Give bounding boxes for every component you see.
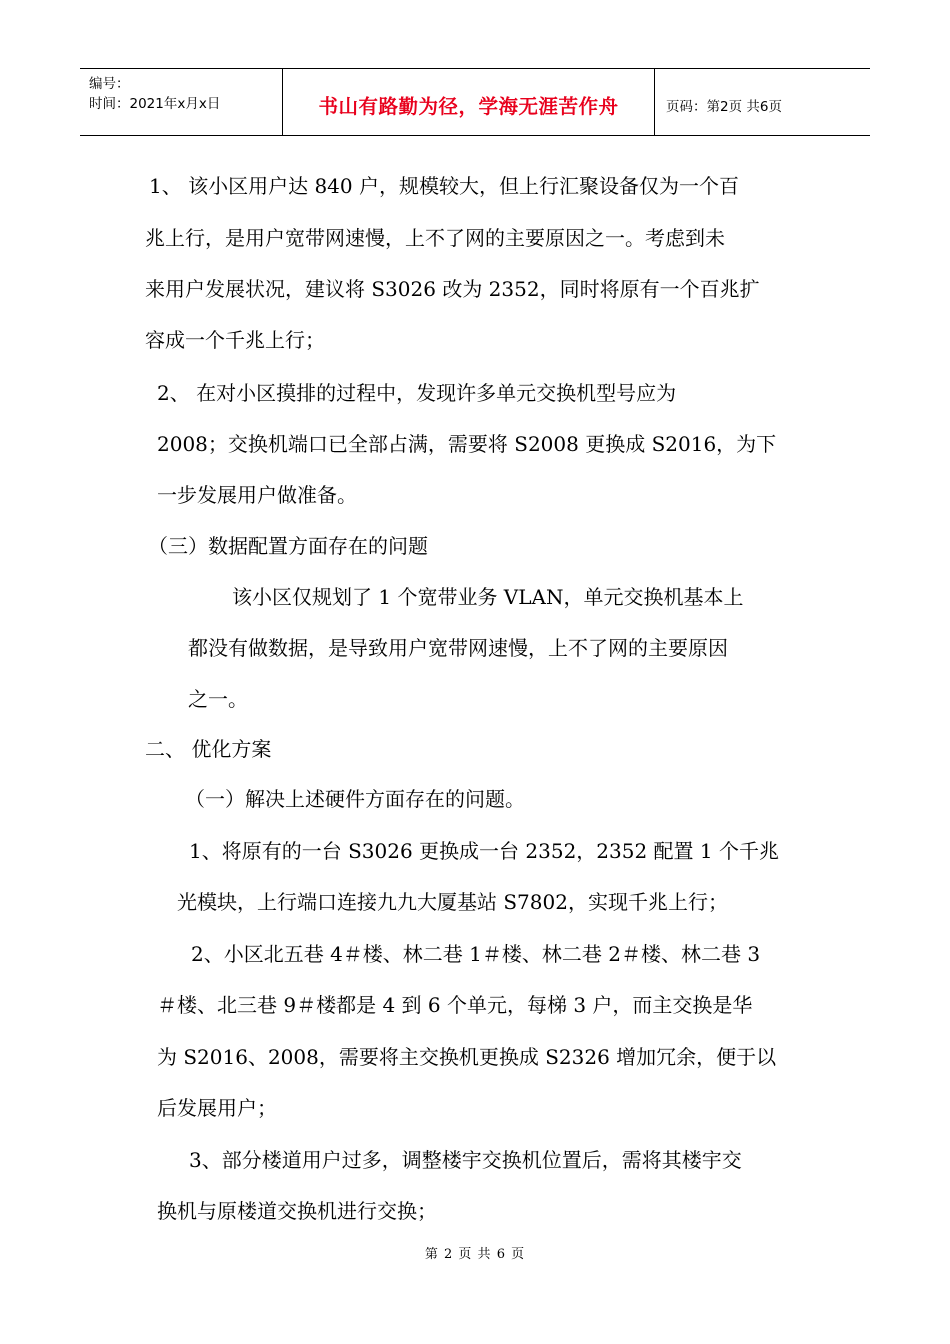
header-page-info: 页码：第2页 共6页 (666, 99, 782, 115)
section-heading: 二、 优化方案 (145, 737, 272, 761)
body-line: 后发展用户； (157, 1096, 277, 1120)
body-line: 为 S2016、2008，需要将主交换机更换成 S2326 增加冗余，便于以 (157, 1045, 777, 1069)
body-line: 2、小区北五巷 4＃楼、林二巷 1＃楼、林二巷 2＃楼、林二巷 3 (191, 942, 761, 966)
body-line: 2、 在对小区摸排的过程中，发现许多单元交换机型号应为 (157, 381, 677, 405)
body-line: ＃楼、北三巷 9＃楼都是 4 到 6 个单元，每梯 3 户，而主交换是华 (157, 993, 753, 1017)
body-line: 换机与原楼道交换机进行交换； (157, 1199, 437, 1223)
section-heading: （三）数据配置方面存在的问题 (148, 534, 428, 558)
page-footer: 第 2 页 共 6 页 (424, 1247, 526, 1262)
body-line: 来用户发展状况，建议将 S3026 改为 2352，同时将原有一个百兆扩 (145, 277, 760, 301)
time-label: 时间：2021年x月x日 (89, 96, 221, 112)
body-line: 光模块，上行端口连接九九大厦基站 S7802，实现千兆上行； (177, 890, 728, 914)
body-line: 1、 该小区用户达 840 户，规模较大，但上行汇聚设备仅为一个百 (149, 174, 739, 198)
header-motto: 书山有路勤为径，学海无涯苦作舟 (283, 69, 655, 135)
number-label: 编号： (89, 76, 130, 92)
body-line: 兆上行，是用户宽带网速慢，上不了网的主要原因之一。考虑到未 (145, 226, 725, 250)
body-line: 3、部分楼道用户过多，调整楼宇交换机位置后，需将其楼宇交 (189, 1148, 742, 1172)
header-meta (80, 69, 283, 135)
body-line: 2008；交换机端口已全部占满，需要将 S2008 更换成 S2016，为下 (157, 432, 777, 456)
body-line: 容成一个千兆上行； (145, 328, 325, 352)
body-line: 1、将原有的一台 S3026 更换成一台 2352，2352 配置 1 个千兆 (189, 839, 779, 863)
body-line: 一步发展用户做准备。 (157, 483, 357, 507)
page-header (80, 68, 870, 136)
body-line: 都没有做数据，是导致用户宽带网速慢，上不了网的主要原因 (188, 636, 728, 660)
body-line: 之一。 (188, 687, 248, 711)
body-line: 该小区仅规划了 1 个宽带业务 VLAN，单元交换机基本上 (232, 585, 744, 609)
subsection-heading: （一）解决上述硬件方面存在的问题。 (185, 787, 525, 811)
